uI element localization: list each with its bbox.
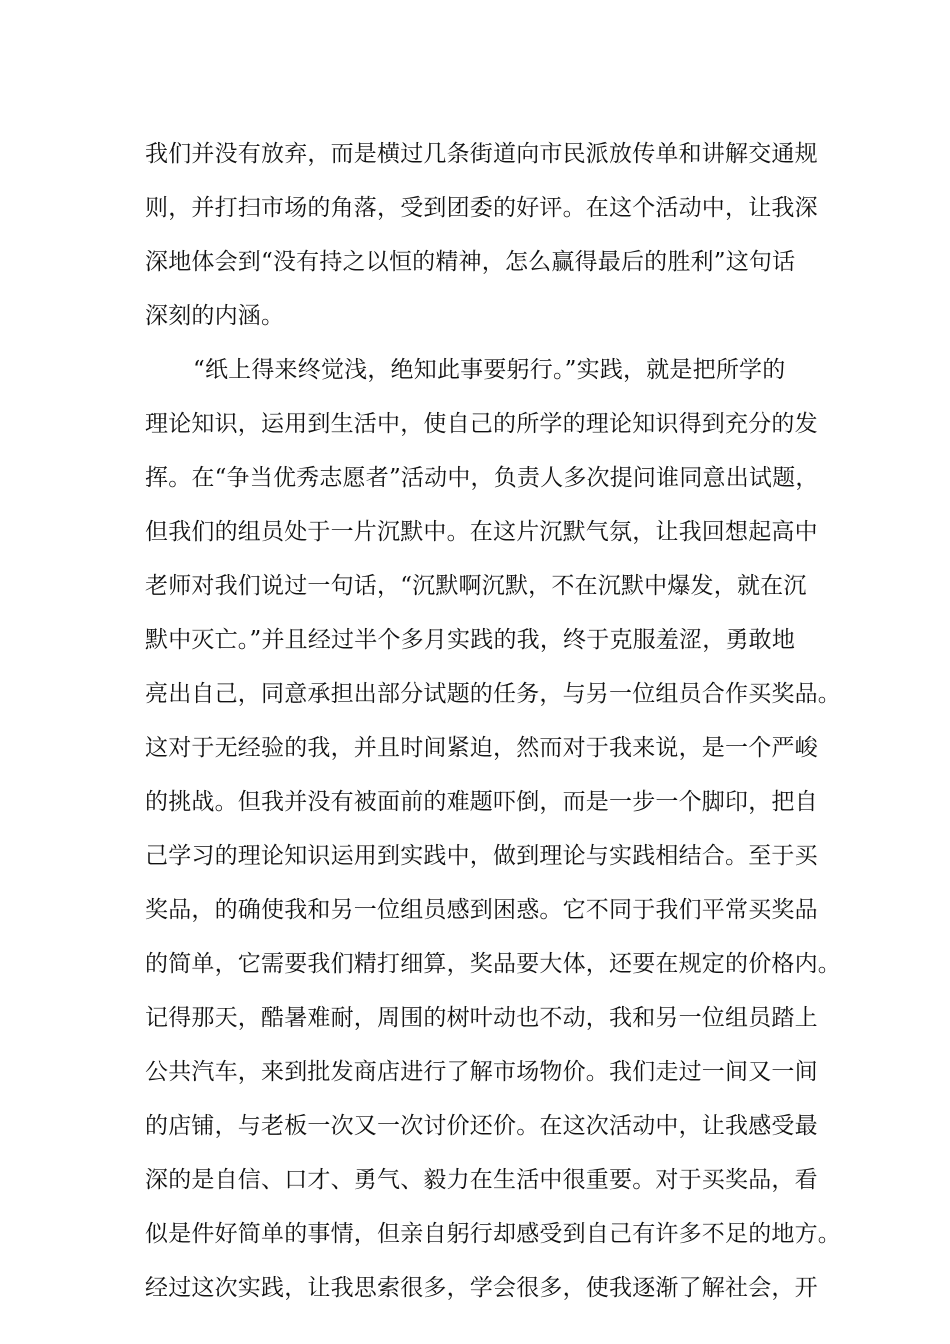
body-text: [145, 127, 841, 1315]
text-line: 理论知识，运用到生活中，使自己的所学的理论知识得到充分的发: [145, 411, 818, 437]
text-line: 深的是自信、口才、勇气、毅力在生活中很重要。对于买奖品，看: [145, 1167, 818, 1193]
text-line: 但我们的组员处于一片沉默中。在这片沉默气氛，让我回想起高中: [145, 519, 818, 545]
text-line: 奖品，的确使我和另一位组员感到困惑。它不同于我们平常买奖品: [145, 897, 818, 923]
text-line: 公共汽车，来到批发商店进行了解市场物价。我们走过一间又一间: [145, 1059, 818, 1085]
paragraph-start-line: “纸上得来终觉浅，绝知此事要躬行。”实践，就是把所学的: [193, 357, 786, 383]
text-line: 的简单，它需要我们精打细算，奖品要大体，还要在规定的价格内。: [145, 951, 841, 977]
text-line: 深刻的内涵。: [145, 303, 285, 329]
text-line: 似是件好简单的事情，但亲自躬行却感受到自己有许多不足的地方。: [145, 1221, 841, 1247]
text-line: 挥。在“争当优秀志愿者”活动中，负责人多次提问谁同意出试题，: [145, 465, 819, 491]
text-line: 我们并没有放弃，而是横过几条街道向市民派放传单和讲解交通规: [145, 141, 818, 167]
text-line: 经过这次实践，让我思索很多，学会很多，使我逐渐了解社会，开: [145, 1275, 818, 1301]
text-line: 己学习的理论知识运用到实践中，做到理论与实践相结合。至于买: [145, 843, 818, 869]
text-line: 这对于无经验的我，并且时间紧迫，然而对于我来说，是一个严峻: [145, 735, 818, 761]
text-line: 的店铺，与老板一次又一次讨价还价。在这次活动中，让我感受最: [145, 1113, 818, 1139]
text-line: 默中灭亡。”并且经过半个多月实践的我，终于克服羞涩，勇敢地: [145, 627, 796, 653]
text-line: 则，并打扫市场的角落，受到团委的好评。在这个活动中，让我深: [145, 195, 818, 221]
text-line: 深地体会到“没有持之以恒的精神，怎么赢得最后的胜利”这句话: [145, 249, 796, 275]
text-line: 记得那天，酷暑难耐，周围的树叶动也不动，我和另一位组员踏上: [145, 1005, 818, 1031]
text-line: 的挑战。但我并没有被面前的难题吓倒，而是一步一个脚印，把自: [145, 789, 818, 815]
text-line: 老师对我们说过一句话，“沉默啊沉默，不在沉默中爆发，就在沉: [145, 573, 807, 599]
text-line: 亮出自己，同意承担出部分试题的任务，与另一位组员合作买奖品。: [145, 681, 841, 707]
